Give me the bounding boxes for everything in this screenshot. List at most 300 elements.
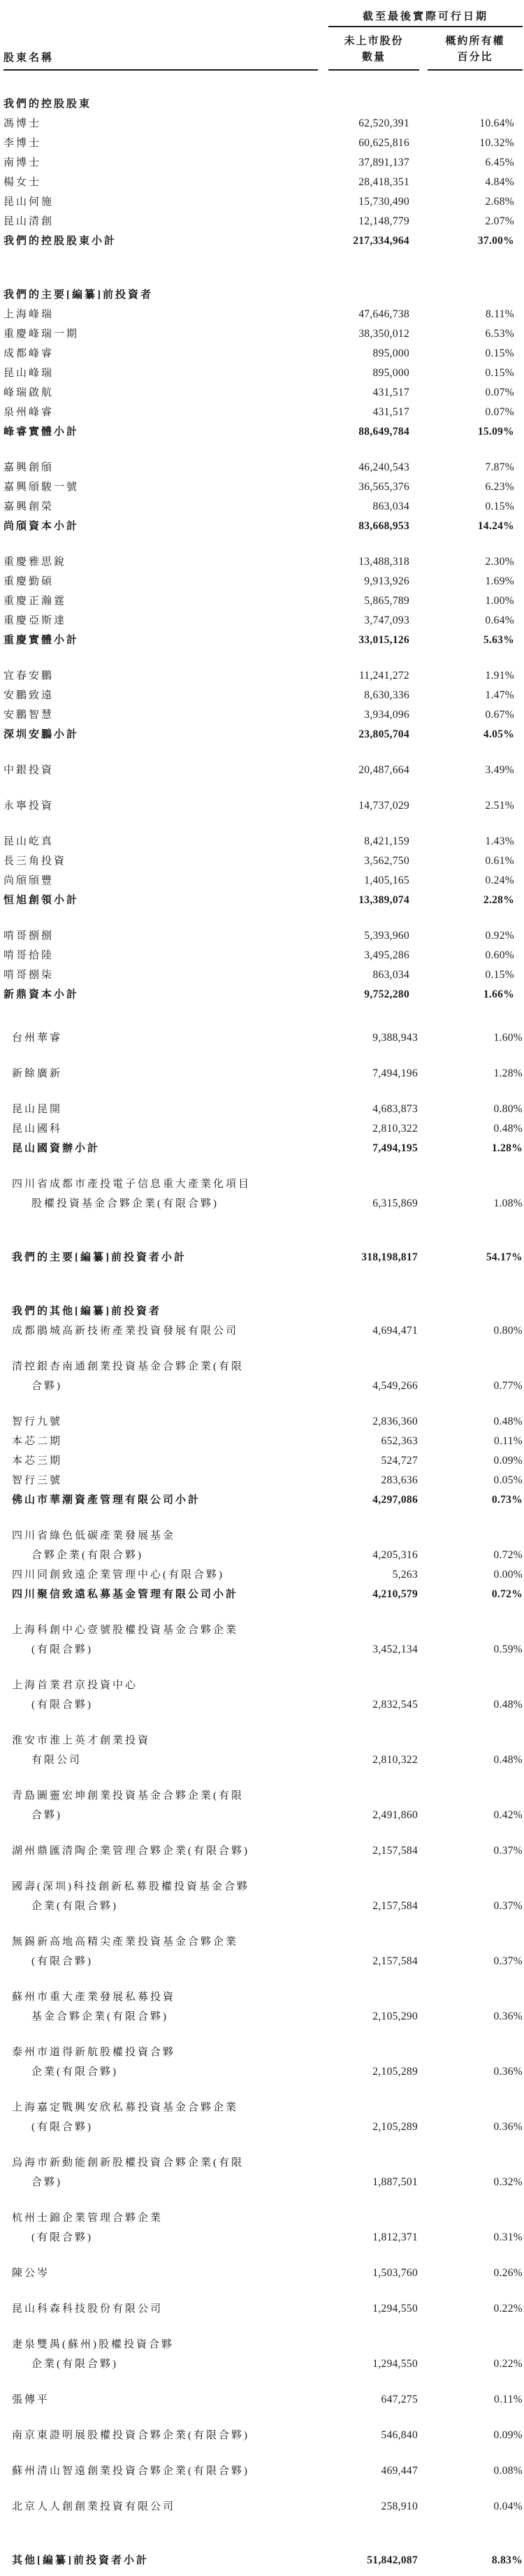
shareholder-name-line: 淮安市淮上英才創業投資: [12, 1735, 151, 1746]
unlisted-shares-value: 1,294,550: [372, 2358, 418, 2370]
shareholder-name: 昆山國資辦小計: [12, 1143, 101, 1154]
shareholder-name-line: 基金合夥企業(有限合夥): [31, 2011, 168, 2022]
shareholder-row: [12, 1119, 524, 1139]
shareholder-name: 峰瑞啟航: [3, 387, 54, 398]
ownership-percentage-value: 6.23%: [485, 481, 514, 493]
shareholder-name-line: 合夥): [31, 1810, 62, 1821]
shareholder-name-line: 泰州市道得新航股權投資合夥: [12, 2047, 176, 2058]
shareholder-name-line: 合夥企業(有限合夥): [31, 1550, 143, 1561]
subtotal-row: [12, 1139, 524, 1158]
shareholder-name-line: 有限公司: [31, 1755, 82, 1766]
unlisted-shares-value: 3,747,093: [364, 614, 409, 626]
shareholder-row: [3, 851, 523, 871]
unlisted-shares-value: 13,488,318: [358, 556, 409, 568]
shareholder-row: [12, 1526, 524, 1565]
ownership-percentage-value: 0.11%: [494, 1435, 523, 1447]
unlisted-shares-value: 14,737,029: [358, 800, 409, 812]
shareholder-name-line: 蘇州市重大產業發展私募投資: [12, 1992, 176, 2003]
unlisted-shares-value: 258,910: [381, 2501, 418, 2512]
subtotal-row: [3, 891, 523, 910]
shareholder-name: 安鵬智慧: [3, 710, 54, 721]
shareholder-name-line: (有限合夥): [31, 2122, 93, 2133]
shareholder-name: 智行三號: [12, 1475, 63, 1486]
shareholder-name: 深圳安鵬小計: [3, 729, 80, 740]
shareholder-row: [12, 1100, 524, 1119]
ownership-percentage-value: 0.22%: [493, 2358, 523, 2370]
shareholder-row: [12, 1357, 524, 1396]
unlisted-shares-value: 6,315,869: [372, 1197, 418, 1209]
unlisted-shares-value: 318,198,817: [361, 1251, 418, 1263]
shareholder-name-line: (有限合夥): [31, 1956, 93, 1967]
shareholder-row: [3, 666, 523, 686]
shareholder-row: [12, 2098, 524, 2137]
ownership-percentage-value: 0.61%: [485, 855, 514, 867]
shareholder-row: [12, 2299, 524, 2319]
table-header-date-row: [3, 10, 523, 27]
shareholder-name: 李博士: [3, 138, 42, 149]
shareholder-row: [12, 2335, 524, 2374]
shareholder-name: 蘇州清山智遠創業投資合夥企業(有限合夥): [12, 2466, 249, 2477]
shareholder-name: 昆山清創: [3, 216, 54, 227]
subtotal-row: [3, 725, 523, 744]
shareholder-name: 昆山科森科技股份有限公司: [12, 2303, 163, 2315]
shareholder-name: 嘉興頎駿一號: [3, 482, 80, 493]
unlisted-shares-value: 283,636: [381, 1474, 418, 1486]
shareholder-name: 嘉興創榮: [3, 501, 54, 512]
ownership-percentage-value: 0.64%: [485, 614, 514, 626]
subtotal-row: [12, 1490, 524, 1510]
shareholder-name-line: 上海嘉定戰興安欣私募投資基金合夥企業: [12, 2102, 239, 2113]
shareholder-name-line: 杭州士錦企業管理合夥企業: [12, 2212, 163, 2224]
shareholder-name: 昆山昆開: [12, 1104, 63, 1115]
ownership-percentage-value: 0.05%: [493, 1474, 523, 1486]
shareholder-row: [3, 153, 523, 173]
shareholder-name-line: 四川省成都市產投電子信息重大產業化項目: [12, 1179, 252, 1190]
shareholder-name-line: (有限合夥): [31, 1699, 93, 1711]
shareholder-row: [12, 2497, 524, 2517]
ownership-percentage-value: 1.91%: [485, 670, 514, 682]
ownership-percentage-value: 6.45%: [485, 157, 514, 168]
shareholder-name: 我們的主要[編纂]前投資者小計: [12, 1252, 187, 1263]
unlisted-shares-value: 33,015,126: [358, 634, 409, 646]
unlisted-shares-value: 217,334,964: [353, 235, 409, 247]
ownership-percentage-value: 1.08%: [493, 1197, 523, 1209]
column-header-ownership-percentage-line1: 概約所有權: [445, 36, 505, 47]
shareholder-row: [12, 1786, 524, 1825]
unlisted-shares-value: 15,730,490: [358, 196, 409, 208]
ownership-percentage-value: 1.66%: [483, 988, 514, 1000]
shareholder-row: [12, 1451, 524, 1471]
ownership-percentage-value: 1.00%: [485, 595, 514, 607]
shareholder-name-line: 企業(有限合夥): [31, 2359, 118, 2370]
ownership-percentage-value: 0.36%: [493, 2010, 523, 2022]
unlisted-shares-value: 5,393,960: [364, 930, 409, 942]
shareholder-name: 台州華睿: [12, 1032, 63, 1044]
ownership-percentage-value: 0.60%: [485, 949, 514, 961]
ownership-percentage-value: 2.51%: [485, 800, 514, 812]
shareholder-name: 永寧投資: [3, 800, 54, 812]
ownership-percentage-value: 0.00%: [493, 1569, 523, 1581]
shareholder-row: [12, 1028, 524, 1048]
shareholder-name: 恒旭創領小計: [3, 895, 80, 906]
unlisted-shares-value: 13,389,074: [358, 894, 409, 906]
shareholder-row: [3, 305, 523, 324]
ownership-percentage-value: 0.72%: [491, 1588, 523, 1600]
ownership-percentage-value: 0.31%: [493, 2231, 523, 2243]
shareholder-row: [3, 114, 523, 134]
unlisted-shares-value: 469,447: [381, 2465, 418, 2477]
shareholder-name: [12, 2153, 327, 2192]
unlisted-shares-value: 28,418,351: [358, 176, 409, 188]
shareholder-name: 泉州峰睿: [3, 407, 54, 418]
shareholder-row: [3, 497, 523, 517]
shareholder-name: 馮博士: [3, 118, 42, 129]
unlisted-shares-value: 7,494,196: [372, 1067, 418, 1079]
shareholder-row: [12, 2264, 524, 2283]
unlisted-shares-value: 12,148,779: [358, 215, 409, 227]
shareholder-row: [12, 2153, 524, 2192]
shareholder-row: [12, 2208, 524, 2247]
shareholder-name: 我們的控股股東小計: [3, 236, 117, 247]
shareholder-name-line: 合夥): [31, 1381, 62, 1392]
ownership-percentage-value: 0.80%: [493, 1325, 523, 1337]
shareholder-name: [12, 1786, 327, 1825]
ownership-percentage-value: 0.37%: [493, 1955, 523, 1967]
ownership-percentage-value: 0.77%: [493, 1380, 523, 1392]
unlisted-shares-value: 1,887,501: [372, 2176, 418, 2188]
ownership-percentage-value: 1.47%: [485, 689, 514, 701]
ownership-percentage-value: 54.17%: [486, 1251, 523, 1263]
shareholder-row: [3, 552, 523, 572]
unlisted-shares-value: 431,517: [372, 406, 409, 418]
shareholder-row: [3, 871, 523, 891]
unlisted-shares-value: 83,668,953: [358, 520, 409, 532]
shareholder-name: 陳公岑: [12, 2268, 50, 2279]
unlisted-shares-value: 1,405,165: [364, 875, 409, 886]
ownership-percentage-value: 0.24%: [485, 875, 514, 886]
shareholder-name: 峰睿實體小計: [3, 426, 80, 438]
unlisted-shares-value: 46,240,543: [358, 461, 409, 473]
unlisted-shares-value: 2,810,322: [372, 1754, 418, 1766]
shareholder-name-line: 青島圖靈宏坤創業投資基金合夥企業(有限: [12, 1790, 244, 1801]
subtotal-row: [12, 1248, 524, 1267]
unlisted-shares-value: 9,388,943: [372, 1032, 418, 1044]
unlisted-shares-value: 88,649,784: [358, 426, 409, 438]
ownership-percentage-value: 0.48%: [493, 1699, 523, 1711]
shareholder-name: [12, 1174, 327, 1214]
shareholder-row: [3, 591, 523, 611]
unlisted-shares-value: 8,630,336: [364, 689, 409, 701]
shareholder-name-line: 股權投資基金合夥企業(有限合夥): [31, 1198, 219, 1209]
shareholder-row: [3, 134, 523, 153]
shareholder-row: [3, 572, 523, 591]
shareholder-row: [3, 611, 523, 631]
shareholder-name: [12, 2098, 327, 2137]
ownership-percentage-value: 0.80%: [493, 1103, 523, 1115]
unlisted-shares-value: 62,520,391: [358, 117, 409, 129]
unlisted-shares-value: 1,503,760: [372, 2267, 418, 2279]
column-header-ownership-percentage-line2: 百分比: [457, 52, 493, 63]
shareholder-row: [3, 383, 523, 403]
ownership-percentage-value: 1.28%: [493, 1067, 523, 1079]
unlisted-shares-value: 2,105,289: [372, 2121, 418, 2133]
unlisted-shares-value: 8,421,159: [364, 835, 409, 847]
unlisted-shares-value: 3,562,750: [364, 855, 409, 867]
ownership-percentage-value: 0.48%: [493, 1754, 523, 1766]
unlisted-shares-value: 546,840: [381, 2429, 418, 2441]
ownership-percentage-value: 10.64%: [479, 117, 514, 129]
ownership-percentage-value: 5.63%: [483, 634, 514, 646]
shareholder-name: 我們的控股股東: [3, 99, 92, 110]
shareholder-name-line: 合夥): [31, 2177, 62, 2188]
unlisted-shares-value: 2,836,360: [372, 1416, 418, 1427]
shareholder-name: [12, 2208, 327, 2247]
unlisted-shares-value: 11,241,272: [358, 670, 409, 682]
unlisted-shares-value: 23,805,704: [358, 728, 409, 740]
shareholder-name: 啃哥拾陸: [3, 950, 54, 961]
unlisted-shares-value: 3,495,286: [364, 949, 409, 961]
unlisted-shares-value: 37,891,137: [358, 157, 409, 168]
shareholder-row: [3, 364, 523, 383]
ownership-percentage-value: 7.87%: [485, 461, 514, 473]
ownership-percentage-value: 37.00%: [477, 235, 514, 247]
shareholder-name: 新鼎資本小計: [3, 989, 80, 1000]
unlisted-shares-value: 2,105,290: [372, 2010, 418, 2022]
subtotal-row: [12, 1585, 524, 1604]
ownership-percentage-value: 0.15%: [485, 969, 514, 981]
shareholder-name: 成都鵑城高新技術產業投資發展有限公司: [12, 1325, 239, 1337]
shareholder-name: 新餘廣新: [12, 1068, 63, 1079]
shareholder-name: [12, 1877, 327, 1916]
unlisted-shares-value: 2,832,545: [372, 1699, 418, 1711]
shareholder-name: [12, 2043, 327, 2082]
shareholder-name: 我們的主要[編纂]前投資者: [3, 289, 153, 301]
unlisted-shares-value: 3,452,134: [372, 1643, 418, 1655]
unlisted-shares-value: 4,210,579: [372, 1588, 418, 1600]
ownership-percentage-value: 0.15%: [485, 367, 514, 379]
unlisted-shares-value: 895,000: [372, 347, 409, 359]
column-header-unlisted-shares-line1: 未上市股份: [344, 36, 404, 47]
shareholder-row: [3, 965, 523, 985]
shareholder-row: [3, 832, 523, 851]
ownership-percentage-value: 0.08%: [493, 2465, 523, 2477]
ownership-percentage-value: 0.73%: [491, 1494, 523, 1506]
shareholder-row: [3, 212, 523, 231]
shareholder-name: 其他[編纂]前投資者小計: [12, 2555, 149, 2566]
shareholder-row: [3, 458, 523, 477]
header-date-span: 截至最後實際可行日期: [328, 10, 523, 27]
subtotal-row: [3, 517, 523, 536]
shareholder-name: 我們的其他[編纂]前投資者: [12, 1306, 161, 1317]
unlisted-shares-value: 9,752,280: [364, 988, 409, 1000]
unlisted-shares-value: 2,810,322: [372, 1123, 418, 1135]
shareholder-name: 昆山屹真: [3, 836, 54, 847]
ownership-percentage-value: 3.49%: [485, 764, 514, 776]
ownership-percentage-value: 0.37%: [493, 1845, 523, 1857]
ownership-percentage-value: 0.15%: [485, 501, 514, 512]
ownership-percentage-value: 0.42%: [493, 1809, 523, 1821]
unlisted-shares-value: 1,812,371: [372, 2231, 418, 2243]
ownership-percentage-value: 0.26%: [493, 2267, 523, 2279]
unlisted-shares-value: 863,034: [372, 501, 409, 512]
shareholder-row: [12, 1932, 524, 1971]
ownership-percentage-value: 10.32%: [479, 137, 514, 149]
ownership-percentage-value: 1.43%: [485, 835, 514, 847]
ownership-percentage-value: 8.11%: [486, 308, 514, 320]
shareholder-name: 嘉興創頎: [3, 462, 54, 473]
ownership-percentage-value: 0.92%: [485, 930, 514, 942]
shareholder-name-line: (有限合夥): [31, 1644, 93, 1655]
table-body-page-2: [12, 1028, 524, 2570]
shareholder-name: 啃哥捌柒: [3, 970, 54, 981]
unlisted-shares-value: 47,646,738: [358, 308, 409, 320]
ownership-percentage-value: 2.30%: [485, 556, 514, 568]
shareholder-row: [3, 926, 523, 946]
shareholder-row: [12, 2043, 524, 2082]
shareholder-name-line: (有限合夥): [31, 2232, 93, 2243]
unlisted-shares-value: 60,625,816: [358, 137, 409, 149]
unlisted-shares-value: 895,000: [372, 367, 409, 379]
ownership-percentage-value: 0.09%: [493, 2429, 523, 2441]
ownership-percentage-value: 0.07%: [485, 406, 514, 418]
shareholder-row: [12, 1877, 524, 1916]
unlisted-shares-value: 9,913,926: [364, 575, 409, 587]
shareholder-name: 重慶實體小計: [3, 635, 80, 646]
shareholder-name: 重慶勤碩: [3, 576, 54, 587]
subtotal-row: [3, 631, 523, 650]
shareholder-name-line: 企業(有限合夥): [31, 1901, 118, 1912]
shareholder-name: 尚頎頎豐: [3, 875, 54, 886]
ownership-percentage-value: 0.36%: [493, 2121, 523, 2133]
ownership-percentage-value: 2.68%: [485, 196, 514, 208]
ownership-percentage-value: 1.60%: [493, 1032, 523, 1044]
column-header-ownership-percentage: [428, 34, 523, 71]
shareholder-name: 重慶峰瑞一期: [3, 329, 80, 340]
unlisted-shares-value: 7,494,195: [372, 1142, 418, 1154]
shareholder-row: [12, 1565, 524, 1585]
unlisted-shares-value: 4,297,086: [372, 1494, 418, 1506]
ownership-percentage-value: 0.67%: [485, 709, 514, 721]
shareholder-name: 本芯三期: [12, 1455, 63, 1467]
shareholder-name: 本芯二期: [12, 1436, 63, 1447]
shareholder-name-line: 企業(有限合夥): [31, 2066, 118, 2078]
table-column-headers: [3, 34, 523, 71]
ownership-percentage-value: 0.15%: [485, 347, 514, 359]
shareholder-name: 智行九號: [12, 1416, 63, 1427]
shareholder-name: 中銀投資: [3, 765, 54, 776]
shareholder-row: [12, 2461, 524, 2481]
shareholder-row: [3, 192, 523, 212]
shareholder-name-line: 國壽(深圳)科技創新私募股權投資基金合夥: [12, 1881, 249, 1892]
unlisted-shares-value: 4,694,471: [372, 1325, 418, 1337]
column-header-shareholder-name: 股東名稱: [3, 50, 318, 71]
ownership-percentage-value: 0.48%: [493, 1123, 523, 1135]
shareholder-name-line: 上海科創中心壹號股權投資基金合夥企業: [12, 1625, 239, 1636]
shareholder-name: [12, 1620, 327, 1660]
ownership-percentage-value: 0.48%: [493, 1416, 523, 1427]
shareholder-row: [12, 1321, 524, 1341]
shareholder-row: [12, 1471, 524, 1490]
shareholder-name: [12, 1987, 327, 2027]
shareholder-name: [12, 1932, 327, 1971]
shareholder-name: 北京人人創創業投資有限公司: [12, 2501, 176, 2512]
shareholder-name: 昆山何施: [3, 196, 54, 208]
shareholder-name: 佛山市華潮資產管理有限公司小計: [12, 1495, 201, 1506]
ownership-percentage-value: 8.83%: [491, 2554, 523, 2566]
ownership-percentage-value: 14.24%: [477, 520, 514, 532]
shareholder-name: 啃哥捌捌: [3, 930, 54, 942]
shareholder-name-line: 四川省綠色低碳產業發展基金: [12, 1530, 176, 1541]
subtotal-row: [12, 2551, 524, 2570]
shareholder-row: [12, 1676, 524, 1715]
shareholder-name: 尚頎資本小計: [3, 521, 80, 532]
shareholder-name: 楊女士: [3, 177, 42, 188]
shareholder-row: [3, 344, 523, 364]
unlisted-shares-value: 36,565,376: [358, 481, 409, 493]
ownership-percentage-value: 0.59%: [493, 1643, 523, 1655]
subtotal-row: [3, 231, 523, 251]
shareholder-row: [12, 1174, 524, 1214]
shareholder-name-line: 無錫新高地高精尖產業投資基金合夥企業: [12, 1936, 239, 1948]
table-body-page-1: [3, 94, 523, 1005]
section-header-row: [3, 94, 523, 114]
shareholder-name: 重慶亞斯達: [3, 615, 67, 626]
shareholder-name: 重慶正瀚霆: [3, 596, 67, 607]
shareholder-name: [12, 1676, 327, 1715]
shareholder-name: 四川聚信致遠私募基金管理有限公司小計: [12, 1589, 239, 1600]
ownership-percentage-value: 0.32%: [493, 2176, 523, 2188]
ownership-percentage-value: 2.07%: [485, 215, 514, 227]
unlisted-shares-value: 20,487,664: [358, 764, 409, 776]
unlisted-shares-value: 4,549,266: [372, 1380, 418, 1392]
shareholder-name-line: 疌泉雙禺(蘇州)股權投資合夥: [12, 2339, 174, 2350]
ownership-percentage-value: 2.28%: [483, 894, 514, 906]
ownership-percentage-value: 1.69%: [485, 575, 514, 587]
shareholder-row: [3, 796, 523, 816]
shareholder-row: [3, 173, 523, 192]
shareholder-name: 成都峰睿: [3, 348, 54, 359]
shareholder-row: [12, 1064, 524, 1084]
ownership-percentage-value: 0.36%: [493, 2066, 523, 2078]
shareholder-row: [12, 2426, 524, 2445]
column-header-unlisted-shares: [328, 34, 419, 71]
column-header-unlisted-shares-line2: 數量: [361, 52, 386, 63]
shareholder-name: 重慶雅思銳: [3, 556, 67, 568]
shareholder-name: [12, 2335, 327, 2374]
unlisted-shares-value: 38,350,012: [358, 328, 409, 340]
unlisted-shares-value: 2,157,584: [372, 1900, 418, 1912]
shareholder-name: [12, 1526, 327, 1565]
shareholder-row: [12, 1841, 524, 1861]
shareholder-row: [12, 2390, 524, 2410]
shareholder-name: 長三角投資: [3, 856, 67, 867]
shareholder-name: [12, 1357, 327, 1396]
unlisted-shares-value: 2,105,289: [372, 2066, 418, 2078]
unlisted-shares-value: 431,517: [372, 387, 409, 398]
shareholder-name: 安鵬致遠: [3, 690, 54, 701]
section-header-row: [3, 285, 523, 305]
ownership-percentage-value: 1.28%: [491, 1142, 523, 1154]
ownership-percentage-value: 4.05%: [483, 728, 514, 740]
ownership-percentage-value: 15.09%: [477, 426, 514, 438]
unlisted-shares-value: 4,205,316: [372, 1549, 418, 1561]
unlisted-shares-value: 2,157,584: [372, 1845, 418, 1857]
ownership-percentage-value: 0.09%: [493, 1455, 523, 1467]
unlisted-shares-value: 3,934,096: [364, 709, 409, 721]
section-header-row: [12, 1302, 524, 1321]
shareholder-row: [3, 946, 523, 965]
unlisted-shares-value: 2,157,584: [372, 1955, 418, 1967]
